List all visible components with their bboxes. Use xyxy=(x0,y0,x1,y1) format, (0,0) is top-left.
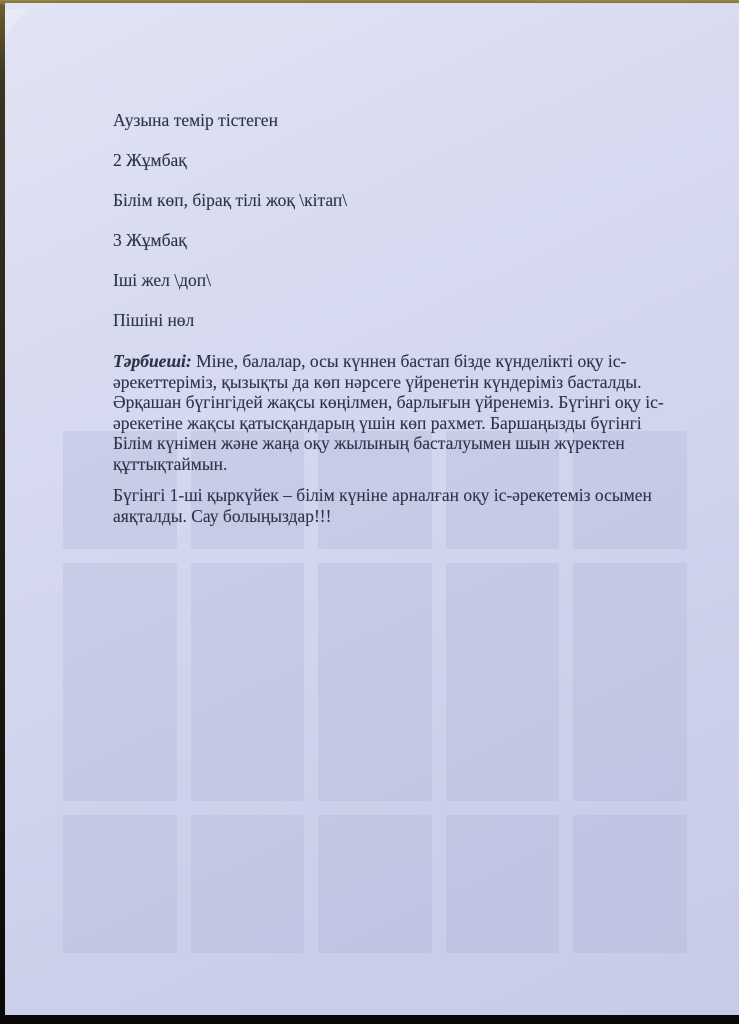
showthrough-ghost xyxy=(63,815,177,953)
paper-corner-fold xyxy=(5,9,27,35)
showthrough-ghost xyxy=(191,563,305,801)
riddle-answer-line: Аузына темір тістеген xyxy=(113,110,278,130)
paper-sheet xyxy=(5,3,739,1015)
riddle-line: Пішіні нөл xyxy=(113,310,195,330)
showthrough-ghost xyxy=(63,563,177,801)
riddle-line: Білім көп, бірақ тілі жоқ \кітап\ xyxy=(113,190,348,210)
showthrough-ghost xyxy=(446,563,560,801)
showthrough-ghost xyxy=(191,815,305,953)
teacher-paragraph xyxy=(113,351,665,474)
showthrough-ghost xyxy=(318,563,432,801)
closing-paragraph: Бүгінгі 1-ші қыркүйек – білім күніне арналған оқу іс-әрекетеміз осымен аяқталды. Сау болыңыздар!!! xyxy=(113,485,652,526)
teacher-label: Тәрбиеші: xyxy=(113,351,192,371)
showthrough-ghost xyxy=(446,815,560,953)
showthrough-ghost xyxy=(318,815,432,953)
document-text xyxy=(113,3,665,526)
showthrough-ghost xyxy=(573,563,687,801)
riddle-line: Іші жел \доп\ xyxy=(113,270,212,290)
teacher-paragraph-body: Міне, балалар, осы күннен бастап бізде күнделікті оқу іс-әрекеттеріміз, қызықты да көп нәрсеге үйренетін күндеріміз басталды. Әрқашан бүгінгідей жақсы көңілмен, барлығын үйренеміз. Бүгінгі оқу іс-әрекетіне жақсы қатысқандарың үшін көп рахмет. Баршаңызды бүгінгі Білім күнімен және жаңа оқу жылының басталуымен шын жүректен құттықтаймын. xyxy=(113,351,664,474)
showthrough-ghost xyxy=(573,815,687,953)
riddle-heading: 2 Жұмбақ xyxy=(113,150,187,170)
riddle-heading: 3 Жұмбақ xyxy=(113,230,187,250)
